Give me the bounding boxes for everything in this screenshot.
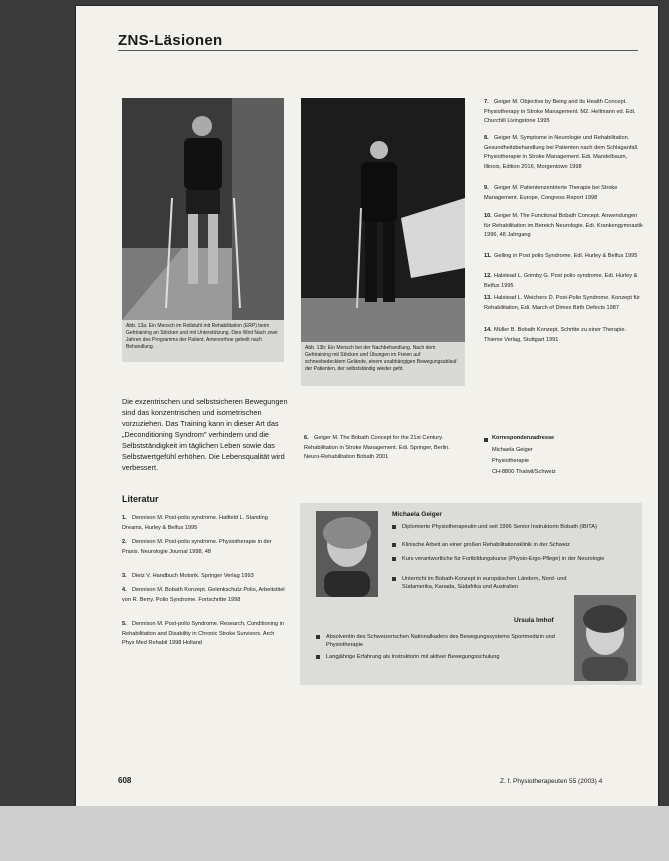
ref-12 <box>484 272 644 291</box>
caption-right: Abb. 13b: Ein Mensch bei der Nachbehandlung. Nach dem Gehtraining mit Stöcken und Übungen im Freien auf schneebedecktem Gelände, einem unabhängigen Bewegungsablauf der Patienten, der selbstständig wieder geht. <box>301 342 465 386</box>
ref-14 <box>484 326 644 345</box>
lit-ref-1 <box>122 514 288 533</box>
body-paragraph: Die exzentrischen und selbstsicheren Bewegungen sind das konzentrischen und isometrischen vorzuziehen. Das Training kann in dieser Art das „Deconditioning Syndrom" verhindern und die Selbstständigkeit im täglichen Leben sowie das Selbstwertgefühl erhöhen. Die Lebensqualität wird verbessert. <box>122 397 288 472</box>
photo-right <box>301 98 465 342</box>
author-photo-2 <box>574 595 636 681</box>
bullet-icon <box>392 577 396 581</box>
ref-text: Halstead L. Grimby G. Post polio syndrome. Edi. Hurley & Belfus 1995 <box>484 273 638 289</box>
contact-heading: Korrespondenzadresse <box>492 435 555 441</box>
ref-10 <box>484 212 644 241</box>
ref-text: Geiger M. Patientenzentrierte Therapie bei Stroke Management. Europe, Congress Report 1998 <box>484 185 618 201</box>
lit-ref-5 <box>122 620 288 649</box>
ref-text: Geiger M. The Bobath Concept for the 21st Century. Rehabilitation in Stroke Management. Edi. Springer, Berlin. Neuro-Rehabilitation Bobath 2001 <box>304 435 450 461</box>
ref-9 <box>484 184 644 203</box>
ref-text: Halstead L. Weichers D. Post-Polio Syndrome. Konzept für Rehabilitation, Edi. March of Dimes Birth Defects 1987 <box>484 295 641 311</box>
author-bullet: Unterricht im Bobath-Konzept in europäischen Ländern, Nord- und Südamerika, Kanada, Südafrika und Australien <box>402 576 567 590</box>
ref-number: 5. <box>122 621 127 627</box>
authors-box <box>300 503 642 685</box>
ref-number: 2. <box>122 539 127 545</box>
ref-text: Müller B. Bobath Konzept. Schritte zu einer Therapie. Thieme Verlag, Stuttgart 1991 <box>484 327 627 343</box>
bullet-icon <box>316 635 320 639</box>
ref-number: 9. <box>484 185 489 191</box>
lit-ref-2 <box>122 538 288 557</box>
ref-text: Dennison M. Post-polio Syndrome. Research, Conditioning in Rehabilitation and Disability in Chronic Stroke Survivors. Arch Phys Med Rehabil 1998 Holland <box>122 621 285 647</box>
journal-footer: Z. f. Physiotherapeuten 55 (2003) 4 <box>500 778 603 785</box>
ref-text: Geiger M. Symptome in Neurologie und Rehabilitation. Gesundheitsbehandlung bei Patienten nach dem Schlaganfall. Physiotherapie in Stroke Management. Edi. Mandelbaum, Illinois, Edition 2016, Morgentown 1998 <box>484 135 639 170</box>
ref-text: Dennison M. Post-polio syndrome. Hatfield L. Standing Dreams, Hurley & Belfus 1995 <box>122 515 268 531</box>
ref-number: 4. <box>122 587 127 593</box>
header-rule <box>118 50 638 51</box>
photo-left-illustration <box>122 98 284 320</box>
ref-number: 13. <box>484 295 492 301</box>
document-page <box>76 6 658 806</box>
photo-right-illustration <box>301 98 465 342</box>
author-name: Michaela Geiger <box>392 511 442 518</box>
author-name: Ursula Imhof <box>514 617 554 624</box>
bullet-icon <box>392 557 396 561</box>
caption-left: Abb. 13a: Ein Mensch im Rollstuhl mit Rehabilitation (ERP) beim Gehtraining an Stöcken und mit Unterstützung. Dies Wird Nach zwei Jahren des Programms der Patient. Amenorrhoe geheilt nach Behandlung. <box>122 320 284 362</box>
contact-bullet-icon <box>484 438 488 442</box>
author-bullet: Klinische Arbeit an einer großen Rehabilitationsklinik in der Schweiz <box>402 542 570 548</box>
ref-number: 6. <box>304 435 309 441</box>
ref-11 <box>484 252 644 262</box>
page-number: 608 <box>118 776 132 785</box>
lit-ref-4 <box>122 586 288 605</box>
photo-left <box>122 98 284 320</box>
contact-line: CH-8800 Thalwil/Schweiz <box>492 469 556 475</box>
author-photo-1 <box>316 511 378 597</box>
ref-7 <box>484 98 644 127</box>
ref-number: 3. <box>122 573 127 579</box>
ref-text: Gelling in Post polio Syndrome. Edi. Hurley & Belfus 1995 <box>494 253 638 259</box>
author-bullet: Absolventin des Schweizerischen Nationalkaders des Bewegungssystems Sportmedizin und Physiotherapie <box>326 634 555 648</box>
ref-6 <box>304 434 468 463</box>
page-title: ZNS-Läsionen <box>118 32 223 49</box>
ref-number: 11. <box>484 253 492 259</box>
ref-13 <box>484 294 644 313</box>
author-bullet: Langjährige Erfahrung als Instruktorin mit aktiver Bewegungsschulung <box>326 654 500 660</box>
bullet-icon <box>316 655 320 659</box>
author-bullet: Kurs verantwortliche für Fortbildungskurse (Physio-Ergo-Pflege) in der Neurologie <box>402 556 605 562</box>
ref-number: 8. <box>484 135 489 141</box>
bullet-icon <box>392 543 396 547</box>
ref-number: 12. <box>484 273 492 279</box>
background-surface <box>0 806 669 861</box>
author-bullet: Diplomierte Physiotherapeutin und seit 1996 Senior Instruktorin Bobath (IBITA) <box>402 524 597 530</box>
bullet-icon <box>392 525 396 529</box>
literature-heading: Literatur <box>122 494 159 504</box>
contact-line: Physiotherapie <box>492 458 530 464</box>
ref-number: 14. <box>484 327 492 333</box>
ref-text: Geiger M. The Functional Bobath Concept. Anwendungen für Rehabilitation im Bereich Neurologie. Edi. Krankengymnastik 1996, 48 Jahrgang <box>484 213 643 239</box>
ref-number: 7. <box>484 99 489 105</box>
portrait-icon <box>316 511 378 597</box>
portrait-icon <box>574 595 636 681</box>
ref-text: Dennison M. Post-polio syndrome. Physiotherapie in der Praxis. Neurologie Journal 1998, 48 <box>122 539 272 555</box>
lit-ref-3 <box>122 572 288 582</box>
contact-line: Michaela Geiger <box>492 447 533 453</box>
ref-text: Dennison M. Bobath Konzept. Gelenkschutz Polio, Arbeitstitel von R. Berry. Polio Syndrome. Fortschritte 1998 <box>122 587 285 603</box>
ref-number: 1. <box>122 515 127 521</box>
ref-text: Dietz V. Handbuch Motorik. Springer Verlag 1993 <box>132 573 254 579</box>
ref-8 <box>484 134 644 172</box>
ref-number: 10. <box>484 213 492 219</box>
ref-text: Geiger M. Objective by Being and Its Health Concept. Physiotherapy in Stroke Management. M2. Hellmann ed. Edi. Churchill Livingstone 1995 <box>484 99 636 125</box>
